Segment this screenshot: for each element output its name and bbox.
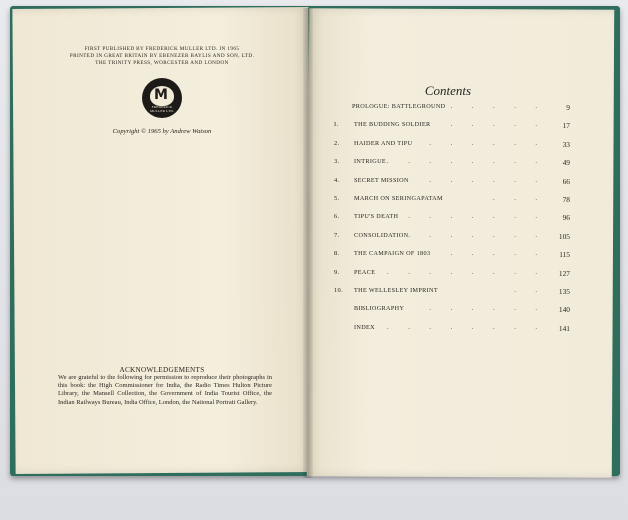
toc-number: 8. [334, 250, 340, 258]
toc-number: I. [334, 121, 339, 129]
contents-heading: Contents [424, 83, 472, 98]
toc-entry [334, 103, 570, 121]
imprint-line: THE TRINITY PRESS, WORCESTER AND LONDON [95, 60, 229, 66]
toc-entry [334, 213, 570, 231]
toc-title: INDEX [354, 323, 375, 331]
toc-page: 105 [558, 231, 570, 241]
imprint-block [14, 46, 310, 67]
table-of-contents [334, 103, 570, 342]
toc-leader: . . . . . . . [408, 231, 546, 239]
toc-leader: . . . . . . . [408, 213, 546, 221]
toc-entry [334, 232, 570, 250]
toc-number: 7. [334, 231, 340, 239]
toc-entry [334, 269, 570, 287]
imprint-line: PRINTED IN GREAT BRITAIN BY EBENEZER BAYLIS AND SON, LTD. [69, 53, 255, 59]
toc-number: 3. [334, 158, 340, 166]
imprint-line: FIRST PUBLISHED BY FREDERICK MULLER LTD. IN 1965 [84, 46, 240, 52]
logo-text: FREDERICK MULLER LTD. [149, 105, 175, 113]
toc-title: TIPU'S DEATH [354, 213, 399, 221]
toc-number: 10. [334, 286, 344, 294]
toc-leader: . . . [493, 194, 546, 202]
toc-entry [334, 195, 570, 213]
toc-leader: . . . . . [450, 103, 546, 110]
toc-leader: . . . . . . . . [387, 323, 546, 331]
toc-title: BIBLIOGRAPHY [354, 305, 405, 313]
book-gutter [303, 8, 313, 478]
toc-leader: . . [514, 286, 546, 294]
toc-entry [334, 250, 570, 268]
toc-entry [334, 121, 570, 139]
toc-entry [334, 324, 570, 342]
toc-leader: . . . . . [450, 250, 546, 258]
acknowledgements-heading: ACKNOWLEDGEMENTS [119, 366, 205, 374]
toc-title: THE WELLESLEY IMPRINT [354, 286, 438, 294]
toc-leader: . . . . . . [429, 305, 546, 313]
toc-page: 115 [559, 250, 570, 260]
toc-page: 141 [558, 323, 570, 333]
toc-page: 9 [566, 103, 570, 112]
toc-entry [334, 177, 570, 195]
toc-leader: . . . . . [450, 121, 546, 129]
toc-page: 49 [562, 158, 570, 168]
toc-page: 78 [562, 194, 570, 204]
toc-title: CONSOLIDATION [354, 231, 409, 239]
toc-entry [334, 287, 570, 305]
toc-page: 140 [558, 305, 570, 315]
toc-page: 66 [562, 176, 570, 186]
toc-title: THE CAMPAIGN OF 1803 [354, 250, 431, 258]
toc-number: 9. [334, 268, 340, 276]
toc-number: 4. [334, 176, 340, 184]
toc-entry [334, 305, 570, 323]
toc-title: MARCH ON SERINGAPATAM [354, 194, 443, 202]
toc-title: INTRIGUE [354, 158, 387, 166]
toc-page: 33 [562, 139, 570, 149]
toc-title: SECRET MISSION [354, 176, 409, 184]
toc-number: 5. [334, 194, 340, 202]
copyright-notice: Copyright © 1965 by Andrew Watson [112, 128, 212, 135]
toc-title: PEACE [354, 268, 376, 276]
toc-entry [334, 140, 570, 158]
toc-leader: . . . . . . . . [387, 268, 546, 276]
toc-title: HAIDER AND TIPU [354, 139, 413, 147]
toc-leader: . . . . . . . . [387, 158, 546, 166]
toc-page: 17 [562, 121, 570, 131]
toc-number: 6. [334, 213, 340, 221]
publisher-logo: M FREDERICK MULLER LTD. [142, 78, 182, 118]
toc-leader: . . . . . . [429, 176, 546, 184]
toc-page: 127 [558, 268, 570, 278]
toc-leader: . . . . . . [429, 139, 546, 147]
toc-title: PROLOGUE: BATTLEGROUND [352, 103, 446, 110]
toc-page: 96 [562, 213, 570, 223]
acknowledgements-text: We are grateful to the following for permission to reproduce their photographs in this book: the High Commissioner for India, the Radio Times Hulton Picture Library, the Mansell Collection, the Government of India Tourist Office, the Indian Railways Bureau, India Office, London, the National Portrait Gallery. [58, 374, 272, 406]
toc-entry [334, 158, 570, 176]
toc-title: THE BUDDING SOLDIER [354, 121, 431, 129]
toc-page: 135 [558, 286, 570, 296]
toc-number: 2. [334, 139, 340, 147]
